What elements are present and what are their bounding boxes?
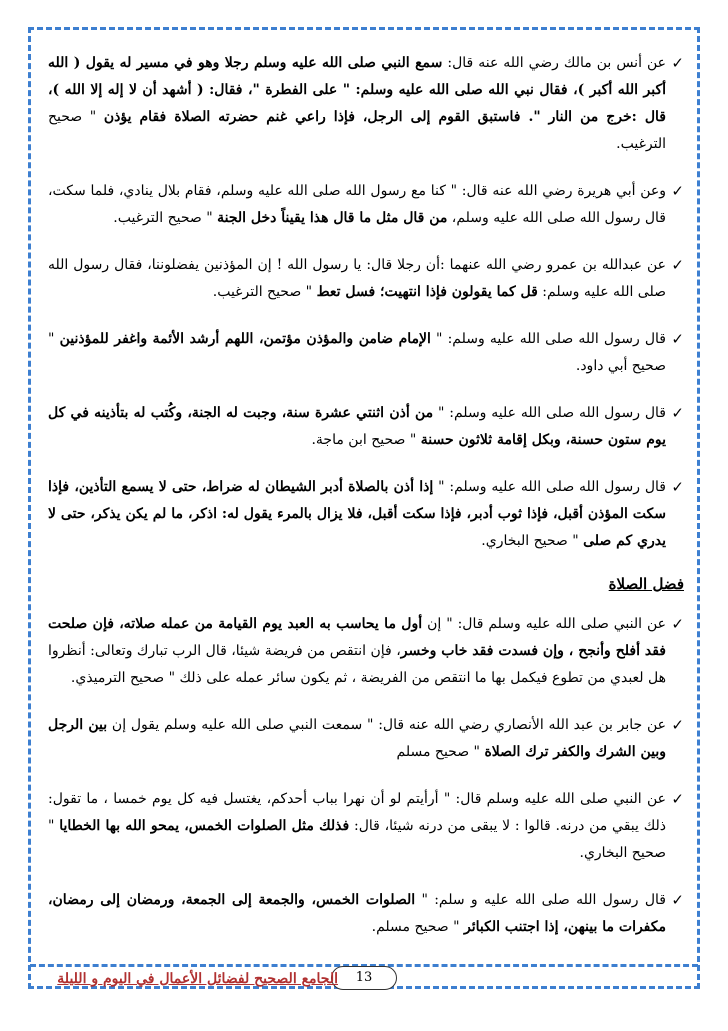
check-icon: ✓	[671, 790, 684, 808]
section-heading: فضل الصلاة	[608, 575, 684, 593]
check-icon: ✓	[671, 54, 684, 72]
hadith-5: ✓ قال رسول الله صلى الله عليه وسلم: " من أذن اثنتي عشرة سنة، وجبت له الجنة، وكُتب له بتأذينه في كل يوم ستون حسنة، وبكل إقامة ثلاثون حسنة " صحيح ابن ماجة.	[48, 400, 684, 454]
check-icon: ✓	[671, 478, 684, 496]
hadith-8: ✓ عن جابر بن عبد الله الأنصاري رضي الله عنه قال: " سمعت النبي صلى الله عليه وسلم يقول إن بين الرجل وبين الشرك والكفر ترك الصلاة " صحيح مسلم	[48, 712, 684, 766]
hadith-4: ✓ قال رسول الله صلى الله عليه وسلم: " الإمام ضامن والمؤذن مؤتمن، اللهم أرشد الأئمة واغفر للمؤذنين " صحيح أبي داود.	[48, 326, 684, 380]
footer-book-title: الجامع الصحيح لفضائل الأعمال في اليوم و الليلة	[57, 971, 338, 987]
hadith-1: ✓ عن أنس بن مالك رضي الله عنه قال: سمع النبي صلى الله عليه وسلم رجلا وهو في مسير له يقول ( الله أكبر الله أكبر )، فقال نبي الله صلى الله عليه وسلم: " على الفطرة "، فقال: ( أشهد أن لا إله إلا الله )، قال :خرج من النار ". فاستبق القوم إلى الرجل، فإذا راعي غنم حضرته الصلاة فقام يؤذن " صحيح الترغيب.	[48, 50, 684, 158]
hadith-2: ✓ وعن أبي هريرة رضي الله عنه قال: " كنا مع رسول الله صلى الله عليه وسلم، فقام بلال ينادي، فلما سكت، قال رسول الله صلى الله عليه وسلم، من قال مثل ما قال هذا يقيناً دخل الجنة " صحيح الترغيب.	[48, 178, 684, 232]
hadith-6: ✓ قال رسول الله صلى الله عليه وسلم: " إذا أذن بالصلاة أدبر الشيطان له ضراط، حتى لا يسمع التأذين، فإذا سكت المؤذن أقبل، فإذا ثوب أدبر، فإذا سكت أقبل، فلا يزال بالمرء يقول له: اذكر، ما لم يكن يذكر، حتى لا يدري كم صلى " صحيح البخاري.	[48, 474, 684, 555]
check-icon: ✓	[671, 330, 684, 348]
hadith-9: ✓ عن النبي صلى الله عليه وسلم قال: " أرأيتم لو أن نهرا بباب أحدكم، يغتسل فيه كل يوم خمسا ، ما تقول: ذلك يبقي من درنه. قالوا : لا يبقى من درنه شيئا، قال: فذلك مثل الصلوات الخمس، يمحو الله بها الخطايا " صحيح البخاري.	[48, 786, 684, 867]
check-icon: ✓	[671, 716, 684, 734]
page-content	[48, 50, 684, 961]
check-icon: ✓	[671, 615, 684, 633]
check-icon: ✓	[671, 891, 684, 909]
page-number: 13	[331, 966, 397, 990]
hadith-3: ✓ عن عبدالله بن عمرو رضي الله عنهما :أن رجلا قال: يا رسول الله ! إن المؤذنين يفضلوننا، فقال رسول الله صلى الله عليه وسلم: قل كما يقولون فإذا انتهيت؛ فسل تعط " صحيح الترغيب.	[48, 252, 684, 306]
check-icon: ✓	[671, 404, 684, 422]
hadith-7: ✓ عن النبي صلى الله عليه وسلم قال: " إن أول ما يحاسب به العبد يوم القيامة من عمله صلاته، فإن صلحت فقد أفلح وأنجح ، وإن فسدت فقد خاب وخسر، فإن انتقص من فريضة شيئا، قال الرب تبارك وتعالى: أنظروا هل لعبدي من تطوع فيكمل بها ما انتقص من الفريضة ، ثم يكون سائر عمله على ذلك " صحيح الترميذي.	[48, 611, 684, 692]
hadith-10: ✓ قال رسول الله صلى الله عليه و سلم: " الصلوات الخمس، والجمعة إلى الجمعة، ورمضان إلى رمضان، مكفرات ما بينهن، إذا اجتنب الكبائر " صحيح مسلم.	[48, 887, 684, 941]
check-icon: ✓	[671, 182, 684, 200]
check-icon: ✓	[671, 256, 684, 274]
